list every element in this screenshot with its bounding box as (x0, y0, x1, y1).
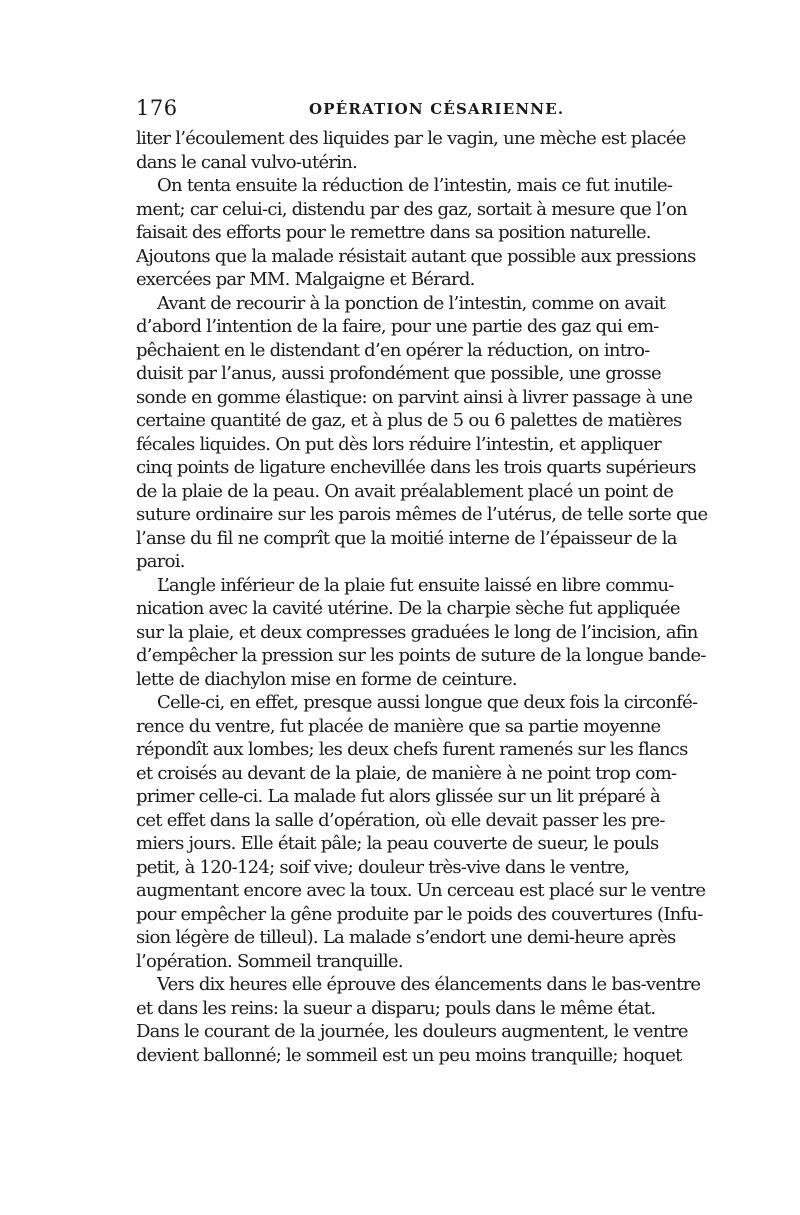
text-line: miers jours. Elle était pâle; la peau couverte de sueur, le pouls (136, 833, 659, 854)
text-line: devient ballonné; le sommeil est un peu moins tranquille; hoquet (136, 1044, 682, 1066)
text-line: sion légère de tilleul). La malade s’endort une demi-heure après (136, 927, 676, 948)
text-line: l’opération. Sommeil tranquille. (136, 950, 403, 972)
page-header (136, 96, 663, 126)
text-line: primer celle-ci. La malade fut alors glissée sur un lit préparé à (136, 786, 660, 807)
text-line: lette de diachylon mise en forme de ceinture. (136, 668, 517, 690)
text-line: fécales liquides. On put dès lors réduire l’intestin, et appliquer (136, 433, 662, 455)
text-line: duisit par l’anus, aussi profondément que possible, une grosse (136, 363, 661, 384)
text-line: sonde en gomme élastique: on parvint ainsi à livrer passage à une (136, 386, 693, 408)
text-line: pour empêcher la gêne produite par le poids des couvertures (Infu- (136, 903, 703, 925)
text-line: Vers dix heures elle éprouve des élancements dans le bas-ventre (157, 974, 701, 995)
text-line: et croisés au devant de la plaie, de manière à ne point trop com- (136, 762, 677, 784)
text-line: petit, à 120-124; soif vive; douleur très-vive dans le ventre, (136, 856, 630, 878)
book-page (136, 96, 708, 1067)
text-line: Dans le courant de la journée, les douleurs augmentent, le ventre (136, 1021, 688, 1042)
text-line: dans le canal vulvo-utérin. (136, 151, 358, 173)
text-line: répondît aux lombes; les deux chefs furent ramenés sur les flancs (136, 739, 688, 760)
text-line: L’angle inférieur de la plaie fut ensuite laissé en libre commu- (157, 574, 674, 596)
text-line: On tenta ensuite la réduction de l’intestin, mais ce fut inutile- (157, 175, 673, 196)
text-line: augmentant encore avec la toux. Un cerceau est placé sur le ventre (136, 880, 706, 901)
text-line: Ajoutons que la malade résistait autant que possible aux pressions (136, 245, 696, 267)
text-line: liter l’écoulement des liquides par le vagin, une mèche est placée (136, 128, 686, 149)
text-line: pêchaient en le distendant d’en opérer la réduction, on intro- (136, 339, 650, 361)
text-line: faisait des efforts pour le remettre dans sa position naturelle. (136, 222, 651, 243)
text-line: sur la plaie, et deux compresses graduées le long de l’incision, afin (136, 621, 698, 643)
text-line: nication avec la cavité utérine. De la charpie sèche fut appliquée (136, 598, 680, 619)
text-line: certaine quantité de gaz, et à plus de 5 ou 6 palettes de matières (136, 410, 682, 431)
text-line: exercées par MM. Malgaigne et Bérard. (136, 269, 475, 290)
text-line: Avant de recourir à la ponction de l’intestin, comme on avait (157, 292, 666, 314)
text-line: cet effet dans la salle d’opération, où elle devait passer les pre- (136, 809, 665, 831)
text-line: et dans les reins: la sueur a disparu; pouls dans le même état. (136, 997, 656, 1019)
text-line: rence du ventre, fut placée de manière que sa partie moyenne (136, 715, 661, 737)
text-line: cinq points de ligature enchevillée dans les trois quarts supérieurs (136, 457, 696, 478)
running-title: OPÉRATION CÉSARIENNE. (309, 100, 565, 118)
body-text (136, 127, 708, 1067)
text-line: ment; car celui-ci, distendu par des gaz, sortait à mesure que l’on (136, 198, 687, 220)
text-line: l’anse du fil ne comprît que la moitié interne de l’épaisseur de la (136, 527, 677, 549)
text-line: paroi. (136, 551, 185, 572)
text-line: d’abord l’intention de la faire, pour une partie des gaz qui em- (136, 316, 659, 337)
page-number: 176 (136, 96, 178, 120)
text-line: suture ordinaire sur les parois mêmes de l’utérus, de telle sorte que (136, 504, 708, 525)
text-line: de la plaie de la peau. On avait préalablement placé un point de (136, 480, 674, 502)
text-line: d’empêcher la pression sur les points de suture de la longue bande- (136, 645, 706, 666)
text-line: Celle-ci, en effet, presque aussi longue que deux fois la circonfé- (157, 692, 698, 713)
